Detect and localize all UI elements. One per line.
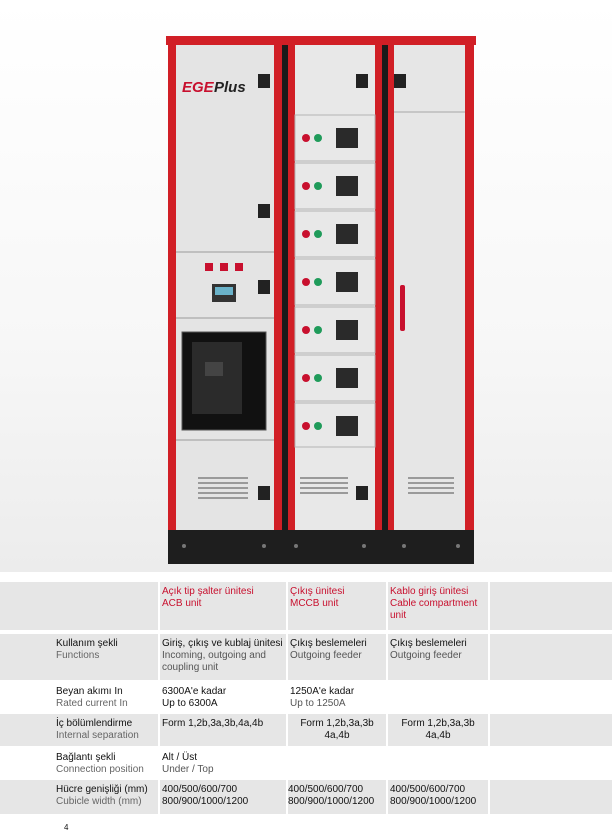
- table-row: [0, 682, 612, 712]
- value-tr: Alt / Üst: [162, 752, 198, 763]
- value-line2: 4a,4b: [324, 730, 350, 741]
- acb-value: [160, 748, 286, 778]
- svg-text:Plus: Plus: [214, 79, 246, 96]
- value-tr: Çıkış beslemeleri: [390, 638, 467, 649]
- extra-cell: [490, 748, 612, 778]
- value-line1: Form 1,2b,3a,3b: [300, 718, 374, 729]
- header-cable-en: Cable compartment unit: [390, 598, 478, 621]
- value-en: Under / Top: [162, 764, 214, 775]
- value-line2: 4a,4b: [425, 730, 451, 741]
- table-header-row: [0, 582, 612, 630]
- mccb-value: [288, 682, 386, 712]
- label-en: Internal separation: [56, 730, 139, 741]
- value-tr: 6300A'e kadar: [162, 686, 227, 697]
- header-mccb-tr: Çıkış ünitesi: [290, 586, 345, 597]
- value-line1: Form 1,2b,3a,3b: [401, 718, 475, 729]
- value-en: Incoming, outgoing and coupling unit: [162, 650, 266, 673]
- header-mccb: [288, 582, 386, 630]
- label-tr: Bağlantı şekli: [56, 752, 116, 763]
- mccb-value: [288, 714, 386, 746]
- mccb-value: [288, 780, 386, 814]
- cable-value: [388, 634, 488, 680]
- value-tr: Giriş, çıkış ve kublaj ünitesi: [162, 638, 283, 649]
- value-tr: Form 1,2b,3a,3b,4a,4b: [162, 718, 264, 729]
- table-row: [0, 780, 612, 814]
- row-label: [0, 748, 158, 778]
- label-en: Connection position: [56, 764, 144, 775]
- page-number: 4: [64, 823, 69, 832]
- label-tr: Kullanım şekli: [56, 638, 118, 649]
- header-acb-tr: Açık tip şalter ünitesi: [162, 586, 254, 597]
- header-cable-tr: Kablo giriş ünitesi: [390, 586, 469, 597]
- value-line1: 400/500/600/700: [390, 784, 466, 795]
- mccb-value: [288, 748, 386, 778]
- extra-cell: [490, 634, 612, 680]
- header-cable: [388, 582, 488, 630]
- cable-value: [388, 714, 488, 746]
- row-label: [0, 714, 158, 746]
- value-tr: 1250A'e kadar: [290, 686, 355, 697]
- extra-cell: [490, 682, 612, 712]
- label-en: Rated current In: [56, 698, 128, 709]
- svg-text:EGE: EGE: [182, 79, 214, 96]
- value-line2: 800/900/1000/1200: [288, 796, 375, 807]
- acb-value: [160, 634, 286, 680]
- acb-value: [160, 682, 286, 712]
- value-en: Outgoing feeder: [390, 650, 462, 661]
- value-line2: 800/900/1000/1200: [390, 796, 477, 807]
- row-label: [0, 780, 158, 814]
- value-en: Up to 1250A: [290, 698, 346, 709]
- mccb-value: [288, 634, 386, 680]
- cable-value: [388, 748, 488, 778]
- label-tr: İç bölümlendirme: [56, 718, 133, 729]
- extra-cell: [490, 714, 612, 746]
- header-acb-en: ACB unit: [162, 598, 202, 609]
- value-line1: 400/500/600/700: [162, 784, 238, 795]
- value-line2: 800/900/1000/1200: [162, 796, 249, 807]
- label-en: Functions: [56, 650, 100, 661]
- header-empty-cell: [0, 582, 158, 630]
- value-line1: 400/500/600/700: [288, 784, 364, 795]
- label-en: Cubicle width (mm): [56, 796, 142, 807]
- header-extra-cell: [490, 582, 612, 630]
- acb-value: [160, 714, 286, 746]
- extra-cell: [490, 780, 612, 814]
- label-tr: Beyan akımı In: [56, 686, 123, 697]
- cable-value: [388, 682, 488, 712]
- table-row: [0, 748, 612, 778]
- value-en: Outgoing feeder: [290, 650, 362, 661]
- header-mccb-en: MCCB unit: [290, 598, 339, 609]
- table-row: [0, 634, 612, 680]
- row-label: [0, 682, 158, 712]
- value-en: Up to 6300A: [162, 698, 218, 709]
- row-label: [0, 634, 158, 680]
- cable-value: [388, 780, 488, 814]
- value-tr: Çıkış beslemeleri: [290, 638, 367, 649]
- header-acb: [160, 582, 286, 630]
- label-tr: Hücre genişliği (mm): [56, 784, 148, 795]
- acb-value: [160, 780, 286, 814]
- table-row: [0, 714, 612, 746]
